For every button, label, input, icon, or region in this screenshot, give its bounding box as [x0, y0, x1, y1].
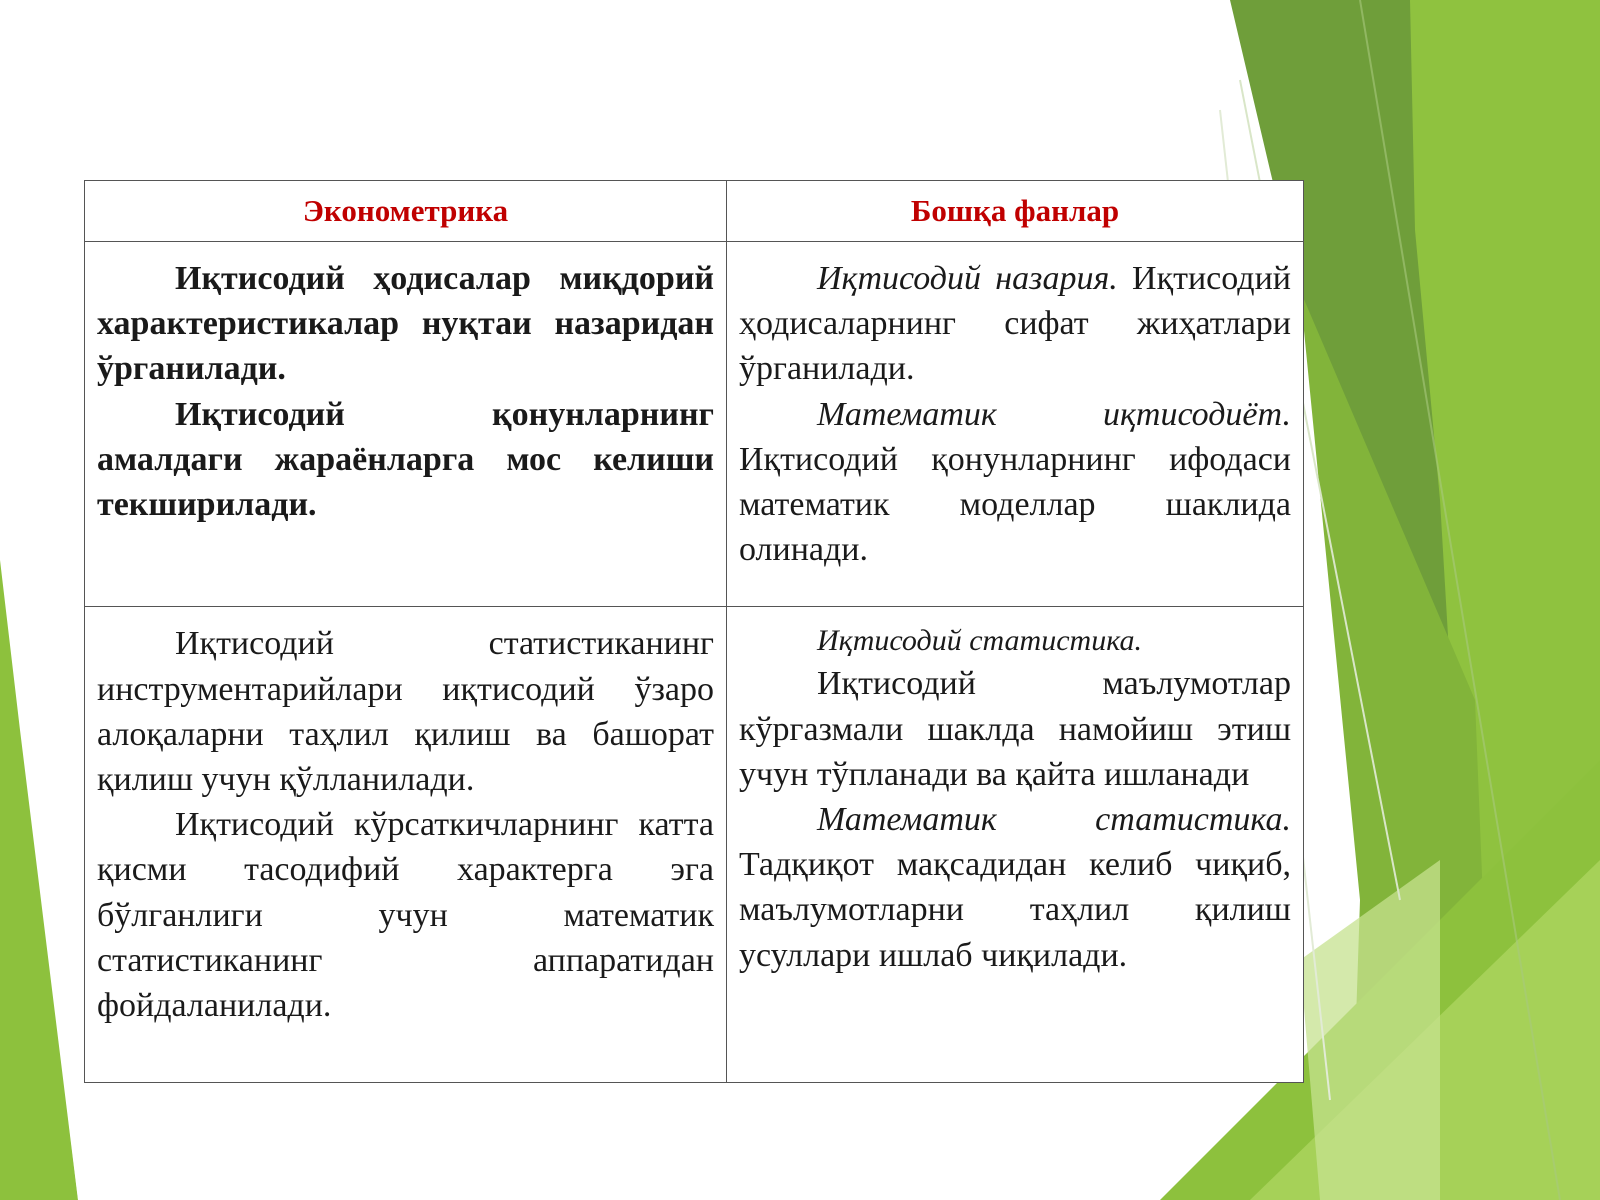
table-row: [85, 607, 1304, 1083]
term-math-economics: Математик иқтисодиёт.: [817, 395, 1291, 433]
term-description: Иқтисодий ҳодисаларнинг сифат жиҳатлари ўрганилади.: [739, 260, 1291, 388]
term-economic-theory: Иқтисодий назария.: [817, 260, 1118, 297]
table-cell-left-2: [85, 607, 727, 1083]
term-economic-statistics: Иқтисодий статистика.: [817, 624, 1142, 658]
cell-paragraph: [739, 256, 1291, 392]
green-shape-bottom-left: [0, 560, 78, 1200]
header-other-sciences: Бошқа фанлар: [727, 181, 1304, 242]
table-cell-right-1: [727, 242, 1304, 607]
table-header-row: [85, 181, 1304, 242]
cell-paragraph: Иқтисодий кўрсаткичларнинг катта қисми тасодифий характерга эга бўлганлиги учун математик статистиканинг аппаратидан фойдаланилади.: [97, 806, 714, 1025]
header-econometrics: Эконометрика: [85, 181, 727, 242]
cell-paragraph: Иқтисодий статистиканинг инструментарийлари иқтисодий ўзаро алоқаларни таҳлил қилиш ва башорат қилиш учун қўлланилади.: [97, 625, 714, 799]
cell-paragraph: [739, 797, 1291, 978]
green-shape-faint: [1300, 860, 1440, 1200]
cell-paragraph: Иқтисодий ҳодисалар миқдорий характеристикалар нуқтаи назаридан ўрганилади.: [97, 260, 714, 388]
term-description: Иқтисодий қонунларнинг ифодаси математик моделлар шаклида олинади.: [739, 440, 1291, 569]
term-description: Тадқиқот мақсадидан келиб чиқиб, маълумотларни таҳлил қилиш усуллари ишлаб чиқилади.: [739, 846, 1291, 974]
cell-paragraph: Иқтисодий маълумотлар кўргазмали шаклда намойиш этиш учун тўпланади ва қайта ишланади: [739, 665, 1291, 793]
table-row: [85, 242, 1304, 607]
cell-paragraph: Иқтисодий қонунларнинг амалдаги жараёнларга мос келиши текширилади.: [97, 395, 714, 524]
comparison-table: [84, 180, 1304, 1083]
table-cell-right-2: [727, 607, 1304, 1083]
cell-paragraph: [739, 392, 1291, 573]
table-cell-left-1: [85, 242, 727, 607]
term-math-statistics: Математик статистика.: [817, 801, 1291, 839]
